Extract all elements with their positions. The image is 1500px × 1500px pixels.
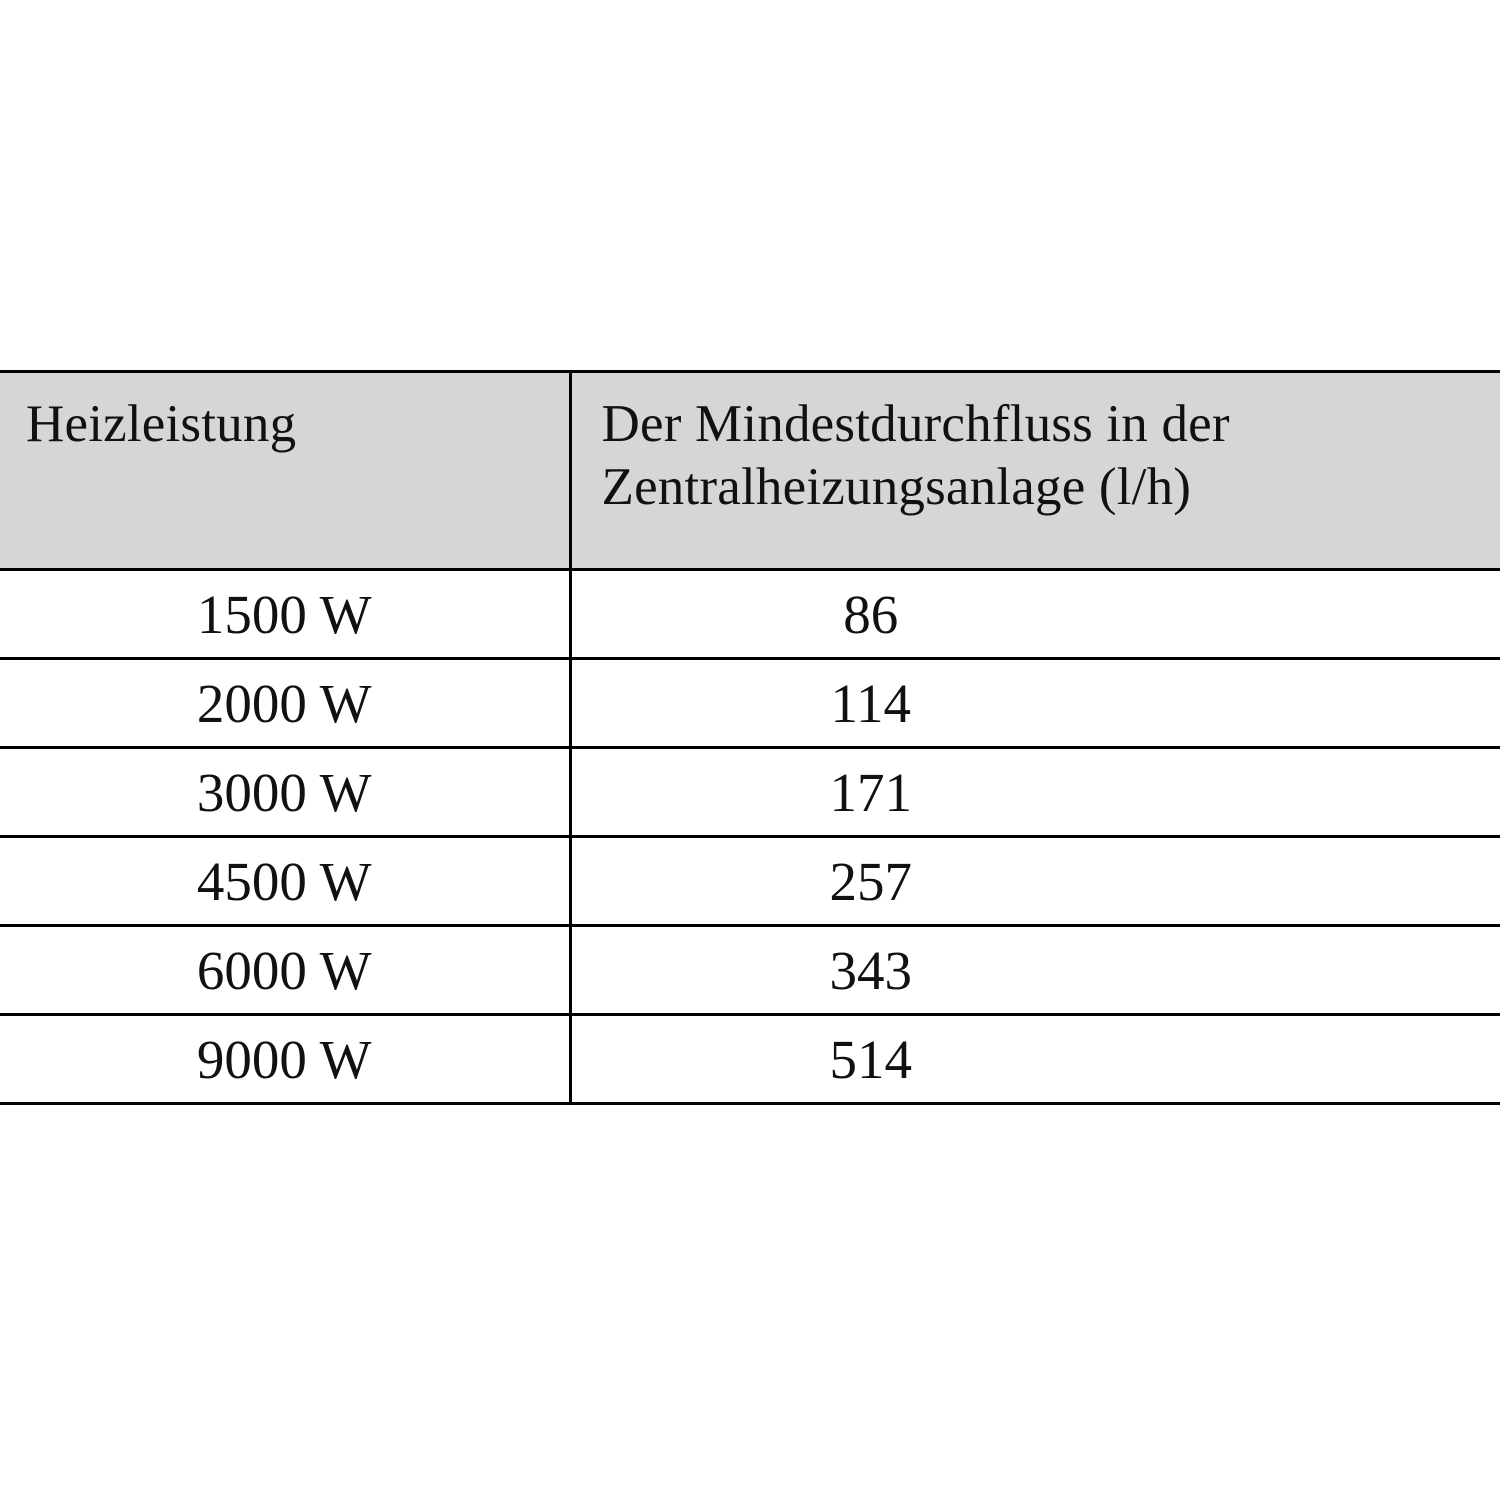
table-row (0, 659, 1500, 748)
cell-heating-power: 6000 W (0, 926, 570, 1015)
table-row (0, 570, 1500, 659)
cell-minimum-flow: 114 (570, 659, 1500, 748)
table-row (0, 837, 1500, 926)
cell-minimum-flow: 514 (570, 1015, 1500, 1104)
table-row (0, 926, 1500, 1015)
cell-minimum-flow: 257 (570, 837, 1500, 926)
column-header-minimum-flow: Der Mindestdurchfluss in der Zentralheizungsanlage (l/h) (570, 372, 1500, 570)
cell-heating-power: 3000 W (0, 748, 570, 837)
table-row (0, 1015, 1500, 1104)
cell-minimum-flow: 343 (570, 926, 1500, 1015)
cell-heating-power: 1500 W (0, 570, 570, 659)
cell-heating-power: 4500 W (0, 837, 570, 926)
cell-minimum-flow: 86 (570, 570, 1500, 659)
heating-power-flow-table (0, 370, 1500, 1105)
cell-heating-power: 9000 W (0, 1015, 570, 1104)
table-header-row (0, 372, 1500, 570)
column-header-heating-power: Heizleistung (0, 372, 570, 570)
table-header (0, 372, 1500, 570)
cell-minimum-flow: 171 (570, 748, 1500, 837)
table-row (0, 748, 1500, 837)
table-body (0, 570, 1500, 1104)
spec-table-container (0, 370, 1500, 1105)
cell-heating-power: 2000 W (0, 659, 570, 748)
